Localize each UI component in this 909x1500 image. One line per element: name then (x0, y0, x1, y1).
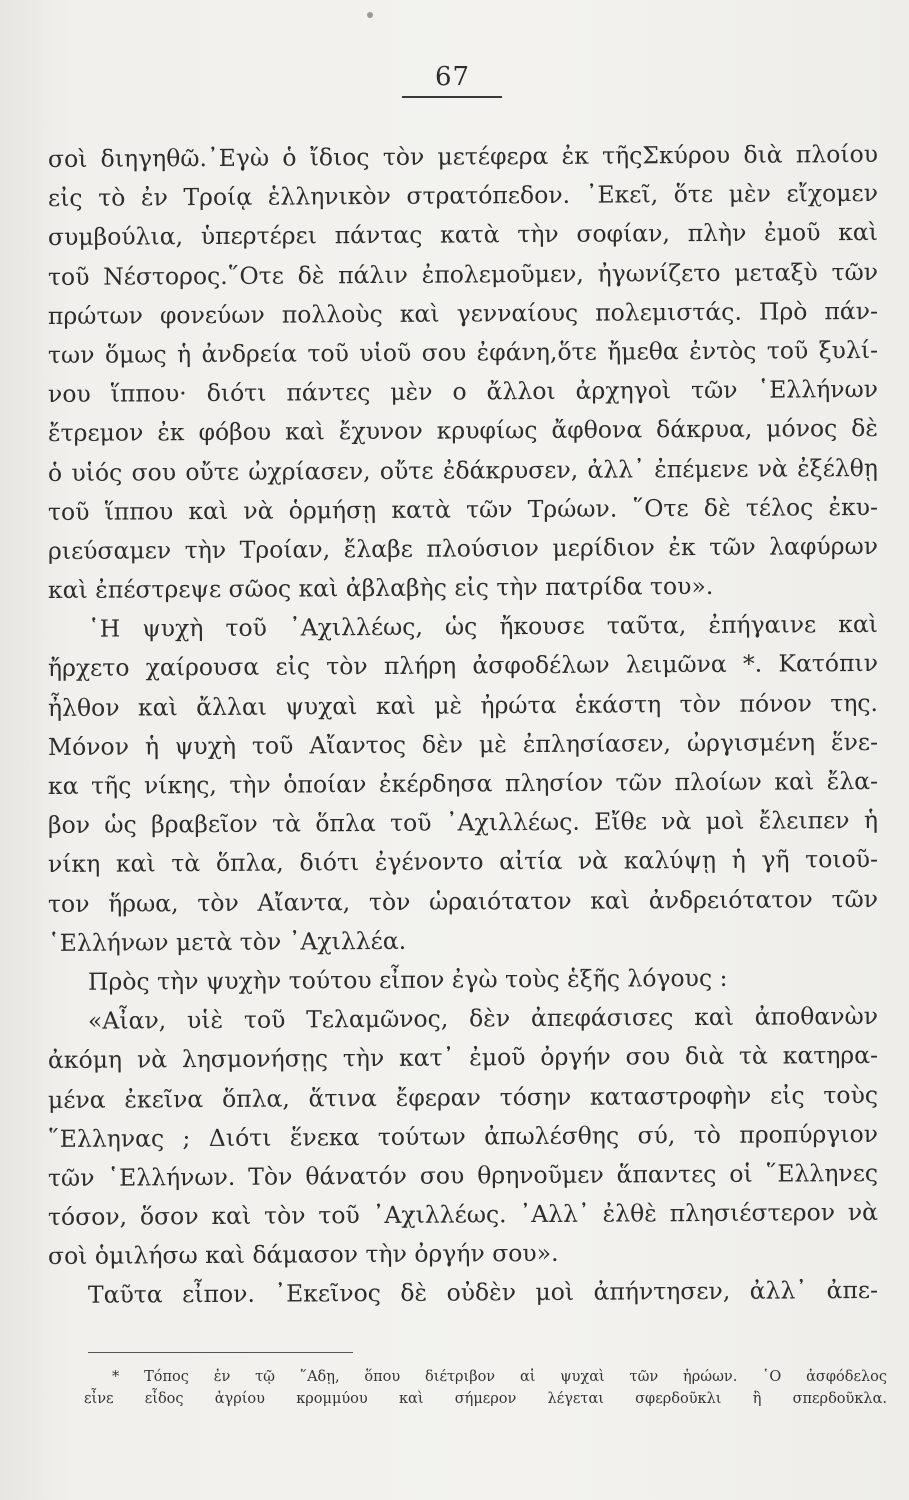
text-line: σοὶ ὁμιλήσω καὶ δάμασον τὴν ὀργήν σου». (47, 1239, 559, 1271)
text-line: σοὶ διηγηθῶ.᾿Εγὼ ὁ ἴδιος τὸν μετέφερα ἐκ τῆςΣκύρου διὰ πλοίου (47, 139, 879, 173)
main-text-block (48, 140, 878, 1316)
paper-speck (367, 12, 373, 18)
page-number-underline (402, 96, 502, 98)
text-line: ἤρχετο χαίρουσα εἰς τὸν πλήρη ἀσφοδέλων λειμῶνα *. Κατόπιν (47, 649, 879, 683)
text-line: τοῦ Νέστορος.῞Οτε δὲ πάλιν ἐπολεμοῦμεν, ἠγωνίζετο μεταξὺ τῶν (47, 257, 879, 291)
text-line: συμβούλια, ὑπερτέρει πάντας κατὰ τὴν σοφίαν, πλὴν ἐμοῦ καὶ (47, 218, 879, 252)
text-line: βον ὡς βραβεῖον τὰ ὅπλα τοῦ ᾿Αχιλλέως. Εἴθε νὰ μοὶ ἔλειπεν ἡ (47, 806, 879, 840)
text-line: «Αἶαν, υἱὲ τοῦ Τελαμῶνος, δὲν ἀπεφάσισες καὶ ἀποθανὼν (87, 1002, 879, 1035)
page-number: 67 (434, 62, 471, 92)
text-line: καὶ ἐπέστρεψε σῶος καὶ ἀβλαβὴς εἰς τὴν πατρίδα του». (47, 571, 714, 605)
text-line: ῞Ελληνας ; Διότι ἕνεκα τούτων ἀπωλέσθης σύ, τὸ προπύργιον (47, 1119, 879, 1153)
text-line: κα τῆς νίκης, τὴν ὁποίαν ἐκέρδησα πλησίον τῶν πλοίων καὶ ἔλα- (47, 766, 879, 800)
text-line: τον ἥρωα, τὸν Αἴαντα, τὸν ὡραιότατον καὶ ἀνδρειότατον τῶν (47, 884, 879, 918)
footnote-line: * Τόπος ἐν τῷ ῞Αδῃ, ὅπου διέτριβον αἱ ψυχαὶ τῶν ἡρώων. ῾Ο ἀσφόδελος (112, 1369, 887, 1385)
text-line: τοῦ ἵππου καὶ νὰ ὁρμήσῃ κατὰ τῶν Τρώων. ῞Οτε δὲ τέλος ἐκυ- (47, 492, 879, 526)
text-line: ὁ υἱός σου οὔτε ὠχρίασεν, οὔτε ἐδάκρυσεν, ἀλλ᾽ ἐπέμενε νὰ ἐξέλθῃ (47, 453, 879, 487)
footnote-line: εἶνε εἶδος ἀγρίου κρομμύου καὶ σήμερον λέγεται σφερδοῦκλι ἢ σπερδοῦκλα. (84, 1391, 887, 1407)
text-line: ἔτρεμον ἐκ φόβου καὶ ἔχυνον κρυφίως ἄφθονα δάκρυα, μόνος δὲ (47, 414, 879, 448)
text-line: εἰς τὸ ἐν Τροίᾳ ἑλληνικὸν στρατόπεδον. ᾿Εκεῖ, ὅτε μὲν εἴχομεν (47, 179, 879, 213)
footnote-block (84, 1366, 887, 1410)
text-line: ἦλθον καὶ ἄλλαι ψυχαὶ καὶ μὲ ἠρώτα ἑκάστη τὸν πόνον της. (47, 688, 879, 722)
text-line: τῶν ῾Ελλήνων. Τὸν θάνατόν σου θρηνοῦμεν ἅπαντες οἱ ῞Ελληνες (47, 1158, 879, 1192)
text-line: μένα ἐκεῖνα ὅπλα, ἅτινα ἔφεραν τόσην καταστροφὴν εἰς τοὺς (47, 1080, 879, 1114)
text-line: Μόνον ἡ ψυχὴ τοῦ Αἴαντος δὲν μὲ ἐπλησίασεν, ὠργισμένη ἕνε- (47, 727, 879, 761)
footnote-divider (88, 1352, 353, 1353)
text-line: ῾Η ψυχὴ τοῦ ᾿Αχιλλέως, ὡς ἤκουσε ταῦτα, ἐπήγαινε καὶ (87, 610, 879, 644)
text-line: Πρὸς τὴν ψυχὴν τούτου εἶπον ἐγὼ τοὺς ἑξῆς λόγους : (87, 963, 728, 996)
text-line: νου ἵππου· διότι πάντες μὲν ο ἄλλοι ἀρχηγοὶ τῶν ῾Ελλήνων (47, 375, 879, 409)
text-line: πρώτων φονεύων πολλοὺς καὶ γενναίους πολεμιστάς. Πρὸ πάν- (47, 296, 879, 330)
text-line: Ταῦτα εἶπον. ᾿Εκεῖνος δὲ οὐδὲν μοὶ ἀπήντησεν, ἀλλ᾽ ἀπε- (87, 1276, 879, 1310)
text-line: των ὅμως ἡ ἀνδρεία τοῦ υἱοῦ σου ἐφάνη,ὅτε ἤμεθα ἐντὸς τοῦ ξυλί- (47, 335, 879, 369)
text-line: τόσον, ὅσον καὶ τὸν τοῦ ᾿Αχιλλέως. ᾿Αλλ᾽ ἐλθὲ πλησιέστερον νὰ (47, 1197, 879, 1232)
text-line: ριεύσαμεν τὴν Τροίαν, ἔλαβε πλούσιον μερίδιον ἐκ τῶν λαφύρων (47, 531, 879, 565)
text-line: νίκη καὶ τὰ ὅπλα, διότι ἐγένοντο αἰτία νὰ καλύψῃ ἡ γῆ τοιοῦ- (47, 845, 879, 879)
text-line: ῾Ελλήνων μετὰ τὸν ᾿Αχιλλέα. (47, 926, 407, 957)
text-line: ἀκόμη νὰ λησμονήσῃς τὴν κατ᾽ ἐμοῦ ὀργήν σου διὰ τὰ κατηρα- (47, 1041, 879, 1075)
